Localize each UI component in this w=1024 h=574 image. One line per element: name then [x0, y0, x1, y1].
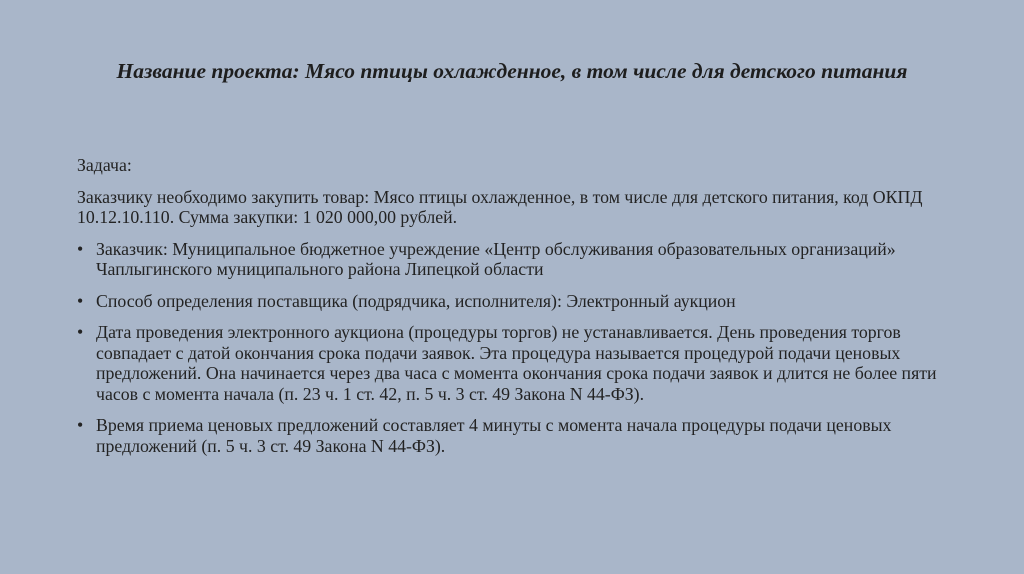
bullet-dot-icon: • [77, 415, 84, 435]
slide-body [77, 155, 957, 467]
bullet-dot-icon: • [77, 322, 84, 342]
slide-title: Название проекта: Мясо птицы охлажденное, в том числе для детского питания [116, 59, 908, 83]
bullet-text: Способ определения поставщика (подрядчика, исполнителя): Электронный аукцион [96, 290, 736, 311]
bullet-item-customer [77, 239, 957, 280]
bullet-item-method [77, 291, 957, 312]
task-heading: Задача: [77, 155, 132, 175]
bullet-text: Дата проведения электронного аукциона (процедуры торгов) не устанавливается. День проведения торгов совпадает с датой окончания срока подачи заявок. Эта процедура называется процедурой подачи ценовых предложений. Она начинается через два часа с момента окончания срока подачи заявок и длится не более пяти часов с момента начала (п. 23 ч. 1 ст. 42, п. 5 ч. 3 ст. 49 Закона N 44-ФЗ). [96, 322, 937, 404]
bullet-text: Время приема ценовых предложений составляет 4 минуты с момента начала процедуры подачи ценовых предложений (п. 5 ч. 3 ст. 49 Закона N 44-ФЗ). [96, 415, 892, 456]
bullet-dot-icon: • [77, 238, 84, 259]
bullet-item-auction-date [77, 322, 957, 404]
bullet-dot-icon: • [77, 290, 84, 311]
bullet-list [77, 239, 957, 457]
bullet-text: Заказчик: Муниципальное бюджетное учреждение «Центр обслуживания образовательных организаций» Чаплыгинского муниципального района Липецкой области [96, 238, 896, 279]
task-intro: Заказчику необходимо закупить товар: Мясо птицы охлажденное, в том числе для детского питания, код ОКПД 10.12.10.110. Сумма закупки: 1 020 000,00 рублей. [77, 186, 923, 227]
bullet-item-bid-time [77, 415, 957, 456]
